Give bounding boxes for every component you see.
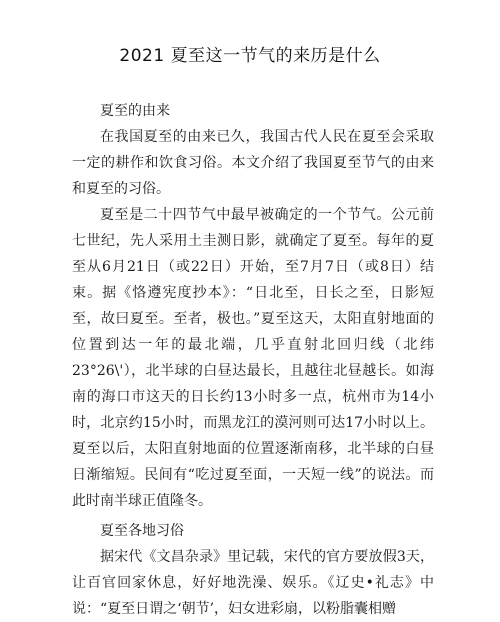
section-heading-customs: 夏至各地习俗	[100, 523, 184, 539]
section-heading-origin: 夏至的由来	[100, 103, 170, 119]
paragraph-song-dynasty-customs: 据宋代《文昌杂录》里记载，宋代的官方要放假3天，让百官回家休息，好好地洗澡、娱乐。《辽史•礼志》中说：“夏至日谓之‘朝节’，妇女进彩扇，以粉脂囊相赠	[72, 549, 434, 617]
document-body	[72, 98, 434, 622]
document-title: 2021 夏至这一节气的来历是什么	[119, 46, 381, 66]
paragraph-summer-solstice-explanation: 夏至是二十四节气中最早被确定的一个节气。公元前七世纪，先人采用土圭测日影，就确定了夏至。每年的夏至从6月21日（或22日）开始，至7月7日（或8日）结束。据《恪遵宪度抄本》：“日北至，日长之至，日影短至，故曰夏至。至者，极也。”夏至这天，太阳直射地面的位置到达一年的最北端，几乎直射北回归线（北纬23°26\'），北半球的白昼达最长，且越往北昼越长。如海南的海口市这天的日长约13小时多一点，杭州市为14小时，北京约15小时，而黑龙江的漠河则可达17小时以上。夏至以后，太阳直射地面的位置逐渐南移，北半球的白昼日渐缩短。民间有“吃过夏至面，一天短一线”的说法。而此时南半球正值隆冬。	[72, 207, 434, 509]
paragraph-intro: 在我国夏至的由来已久，我国古代人民在夏至会采取一定的耕作和饮食习俗。本文介绍了我国夏至节气的由来和夏至的习俗。	[72, 129, 434, 197]
